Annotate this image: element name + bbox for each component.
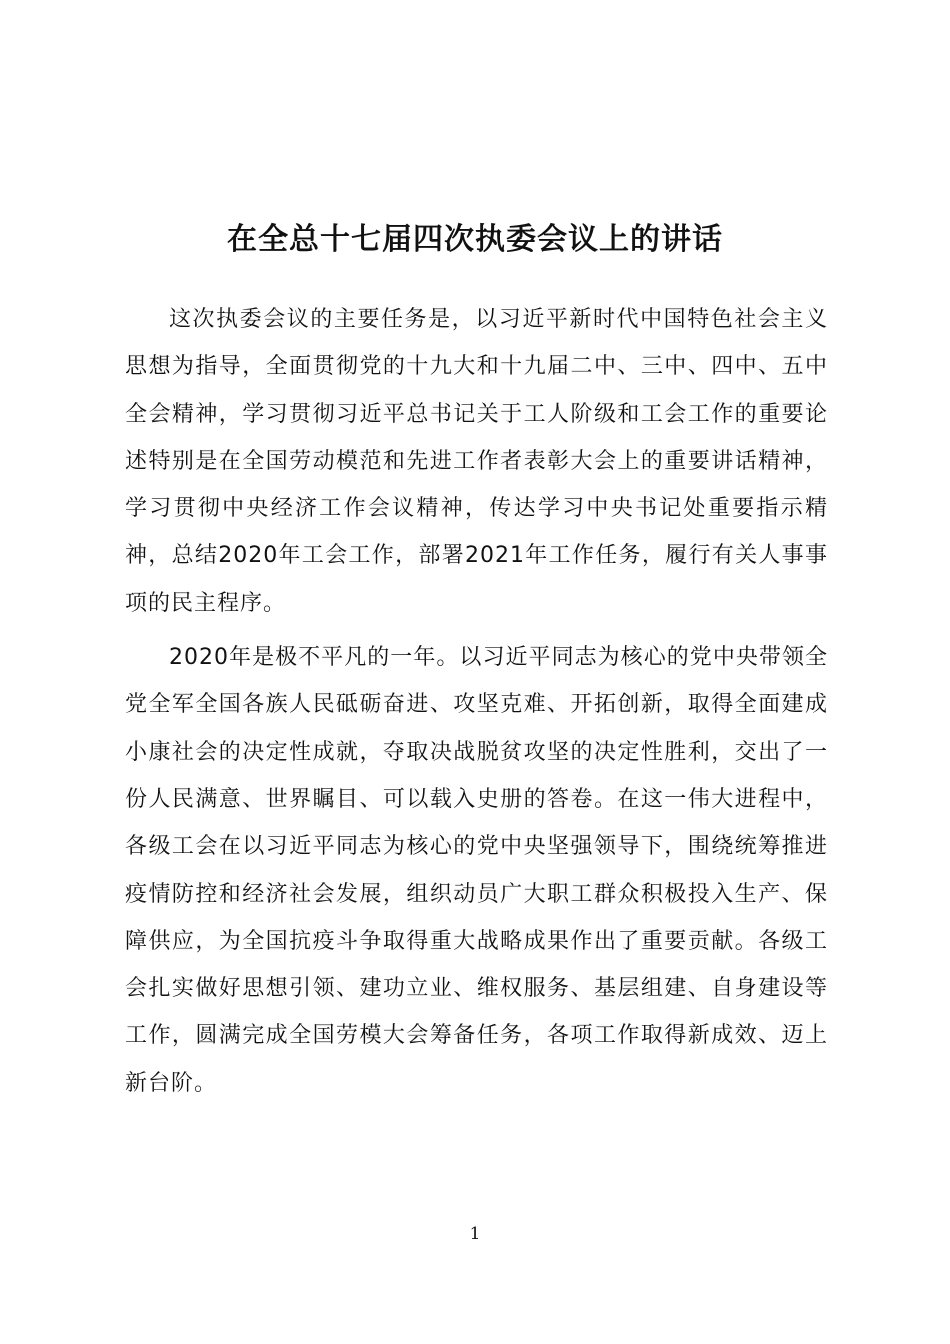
document-title: 在全总十七届四次执委会议上的讲话 xyxy=(227,222,723,257)
document-body xyxy=(125,296,828,1107)
body-paragraph-2: 2020年是极不平凡的一年。以习近平同志为核心的党中央带领全党全军全国各族人民砥砺奋进、攻坚克难、开拓创新，取得全面建成小康社会的决定性成就，夺取决战脱贫攻坚的决定性胜利，交出了一份人民满意、世界瞩目、可以载入史册的答卷。在这一伟大进程中，各级工会在以习近平同志为核心的党中央坚强领导下，围绕统筹推进疫情防控和经济社会发展，组织动员广大职工群众积极投入生产、保障供应，为全国抗疫斗争取得重大战略成果作出了重要贡献。各级工会扎实做好思想引领、建功立业、维权服务、基层组建、自身建设等工作，圆满完成全国劳模大会筹备任务，各项工作取得新成效、迈上新台阶。 xyxy=(125,645,828,1096)
body-paragraph-1: 这次执委会议的主要任务是，以习近平新时代中国特色社会主义思想为指导，全面贯彻党的十九大和十九届二中、三中、四中、五中全会精神，学习贯彻习近平总书记关于工人阶级和工会工作的重要论述特别是在全国劳动模范和先进工作者表彰大会上的重要讲话精神，学习贯彻中央经济工作会议精神，传达学习中央书记处重要指示精神，总结2020年工会工作，部署2021年工作任务，履行有关人事事项的民主程序。 xyxy=(125,307,828,616)
page-number: 1 xyxy=(469,1224,481,1244)
